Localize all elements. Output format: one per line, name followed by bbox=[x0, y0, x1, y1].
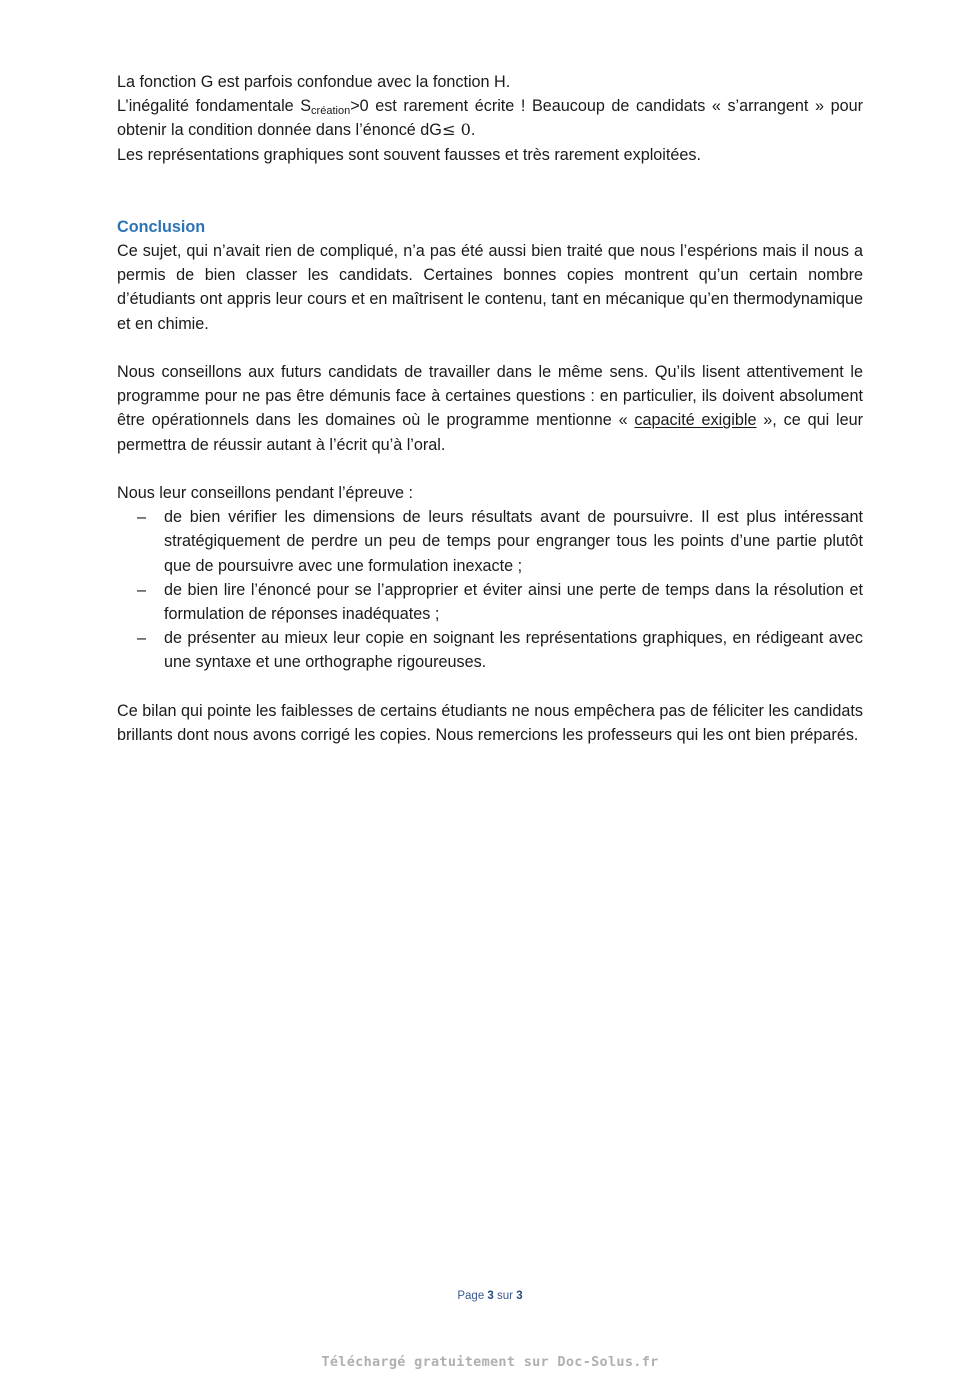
page-current: 3 bbox=[487, 1290, 494, 1302]
page-content bbox=[117, 70, 863, 747]
advice-program-text-end: », ce qui leur permettra de réussir autant à l’écrit qu’à l’oral. bbox=[117, 411, 863, 454]
page-label: Page bbox=[457, 1290, 485, 1302]
advice-list bbox=[117, 505, 863, 674]
subscript-creation: création bbox=[311, 105, 351, 118]
paragraph-g-h-confusion: La fonction G est parfois confondue avec la fonction H. bbox=[117, 73, 511, 91]
spacer bbox=[117, 457, 863, 481]
paragraph-inequality bbox=[117, 94, 863, 142]
paragraph-advice-program bbox=[117, 360, 863, 457]
page-total: 3 bbox=[516, 1290, 523, 1302]
inequality-text-start: L’inégalité fondamentale S bbox=[117, 97, 312, 116]
math-leq-zero: ≤ 0 bbox=[441, 120, 471, 140]
section-heading-conclusion: Conclusion bbox=[117, 217, 206, 236]
inequality-text-end: . bbox=[470, 121, 476, 140]
list-item bbox=[117, 626, 863, 674]
page-number-footer bbox=[0, 1290, 980, 1302]
spacer bbox=[117, 675, 863, 699]
list-item-text: de présenter au mieux leur copie en soignant les représentations graphiques, en rédigeant avec une syntaxe et une orthographe rigoureuses. bbox=[164, 629, 863, 672]
paragraph-graphics: Les représentations graphiques sont souvent fausses et très rarement exploitées. bbox=[117, 145, 701, 164]
spacer bbox=[117, 336, 863, 360]
list-bullet: – bbox=[137, 629, 147, 648]
paragraph-final-thanks: Ce bilan qui pointe les faiblesses de certains étudiants ne nous empêchera pas de féliciter les candidats brillants dont nous avons corrigé les copies. Nous remercions les professeurs qui les ont bien préparés. bbox=[117, 701, 863, 745]
advice-program-text-start: Nous conseillons aux futurs candidats de travailler dans le même sens. Qu’ils lisent attentivement le programme pour ne pas être démunis face à certaines questions : en particulier, ils doivent absolument être opérationnels dans les domaines où le programme mentionne « bbox=[117, 363, 863, 430]
list-item bbox=[117, 505, 863, 578]
list-bullet: – bbox=[137, 580, 147, 599]
underlined-capacite-exigible: capacité exigible bbox=[634, 411, 757, 430]
page-of-label: sur bbox=[497, 1290, 514, 1302]
paragraph-conclusion-summary: Ce sujet, qui n’avait rien de compliqué, n’a pas été aussi bien traité que nous l’espérions mais il nous a permis de bien classer les candidats. Certaines bonnes copies montrent qu’un certain nombre d’étudiants ont appris leur cours et en maîtrisent le contenu, tant en mécanique qu’en thermodynamique et en chimie. bbox=[117, 242, 863, 333]
download-watermark: Téléchargé gratuitement sur Doc-Solus.fr bbox=[321, 1354, 659, 1370]
list-item bbox=[117, 578, 863, 626]
list-item-text: de bien vérifier les dimensions de leurs résultats avant de poursuivre. Il est plus intéressant stratégiquement de perdre un peu de temps pour engranger tous les points d’une partie plutôt que de poursuivre avec une formulation inexacte ; bbox=[164, 508, 863, 575]
list-item-text: de bien lire l’énoncé pour se l’approprier et éviter ainsi une perte de temps dans la résolution et formulation de réponses inadéquates ; bbox=[164, 580, 863, 624]
inequality-text-middle: >0 est rarement écrite ! Beaucoup de candidats « s’arrangent » pour obtenir la condition donnée dans l’énoncé dG bbox=[117, 97, 863, 140]
list-bullet: – bbox=[137, 508, 147, 527]
paragraph-advice-intro: Nous leur conseillons pendant l’épreuve : bbox=[117, 484, 414, 503]
